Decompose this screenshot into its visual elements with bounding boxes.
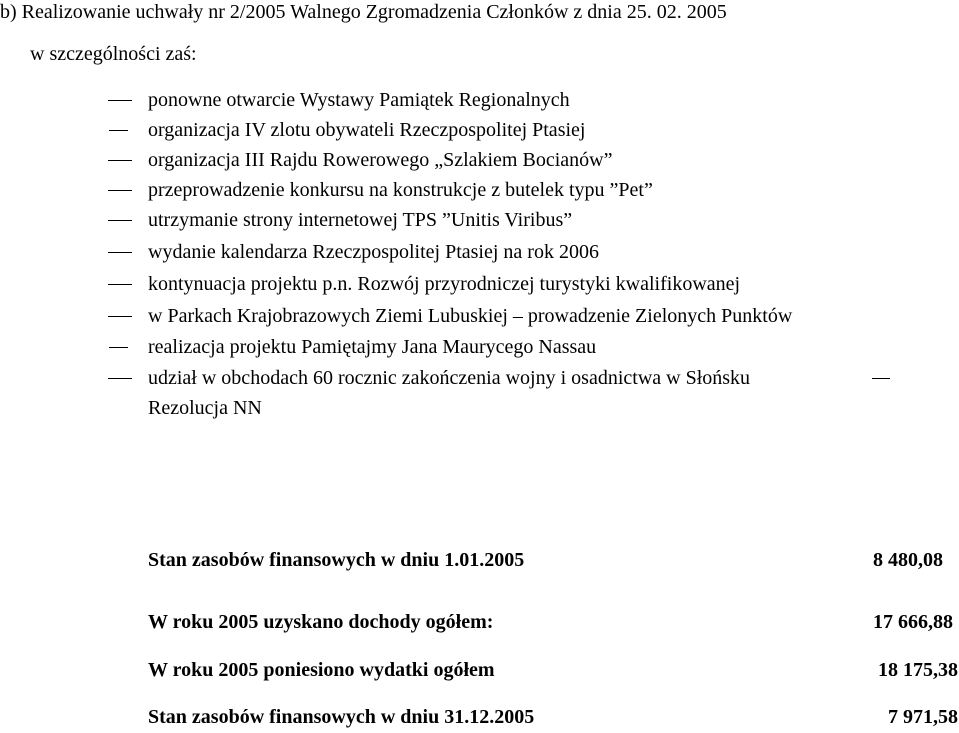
finance-label: W roku 2005 poniesiono wydatki ogółem <box>148 659 495 681</box>
section-heading: b) Realizowanie uchwały nr 2/2005 Walnego Zgromadzenia Członków z dnia 25. 02. 2005 <box>0 1 727 23</box>
dash-bullet <box>108 220 132 221</box>
dash-bullet <box>108 252 132 253</box>
finance-label: Stan zasobów finansowych w dniu 1.01.2005 <box>148 549 525 571</box>
list-item-text: w Parkach Krajobrazowych Ziemi Lubuskiej – prowadzenie Zielonych Punktów <box>148 305 793 327</box>
list-item-text: utrzymanie strony internetowej TPS ”Unitis Viribus” <box>148 209 573 231</box>
list-item-text: wydanie kalendarza Rzeczpospolitej Ptasiej na rok 2006 <box>148 241 599 263</box>
finance-row <box>0 547 959 573</box>
dash-bullet <box>108 100 132 101</box>
dash-bullet <box>108 190 132 191</box>
list-item-text: przeprowadzenie konkursu na konstrukcje z butelek typu ”Pet” <box>148 179 653 201</box>
dash-bullet <box>108 378 132 379</box>
list-item-text: Rezolucja NN <box>148 397 262 419</box>
finance-label: W roku 2005 uzyskano dochody ogółem: <box>148 611 494 633</box>
finance-value: 8 480,08 <box>873 549 943 571</box>
finance-value: 7 971,58 <box>888 706 958 728</box>
finance-value: 18 175,38 <box>878 659 958 681</box>
list-item-text: kontynuacja projektu p.n. Rozwój przyrodniczej turystyki kwalifikowanej <box>148 273 741 295</box>
dash-bullet <box>108 160 132 161</box>
list-item-text: organizacja IV zlotu obywateli Rzeczpospolitej Ptasiej <box>148 119 586 141</box>
list-item-text: udział w obchodach 60 rocznic zakończenia wojny i osadnictwa w Słońsku <box>148 367 751 389</box>
dash-bullet <box>109 347 128 348</box>
list-item-text: ponowne otwarcie Wystawy Pamiątek Regionalnych <box>148 89 570 111</box>
finance-row <box>0 657 959 683</box>
list-item-text: realizacja projektu Pamiętajmy Jana Maurycego Nassau <box>148 336 597 358</box>
section-subheading: w szczególności zaś: <box>30 43 197 65</box>
finance-value: 17 666,88 <box>873 611 953 633</box>
list-item-text: organizacja III Rajdu Rowerowego „Szlakiem Bocianów” <box>148 149 613 171</box>
dash-bullet <box>108 316 132 317</box>
finance-row <box>0 609 959 635</box>
dash-bullet <box>109 130 128 131</box>
finance-row <box>0 704 959 730</box>
finance-label: Stan zasobów finansowych w dniu 31.12.2005 <box>148 706 535 728</box>
trailing-dash <box>872 378 890 379</box>
dash-bullet <box>108 284 132 285</box>
